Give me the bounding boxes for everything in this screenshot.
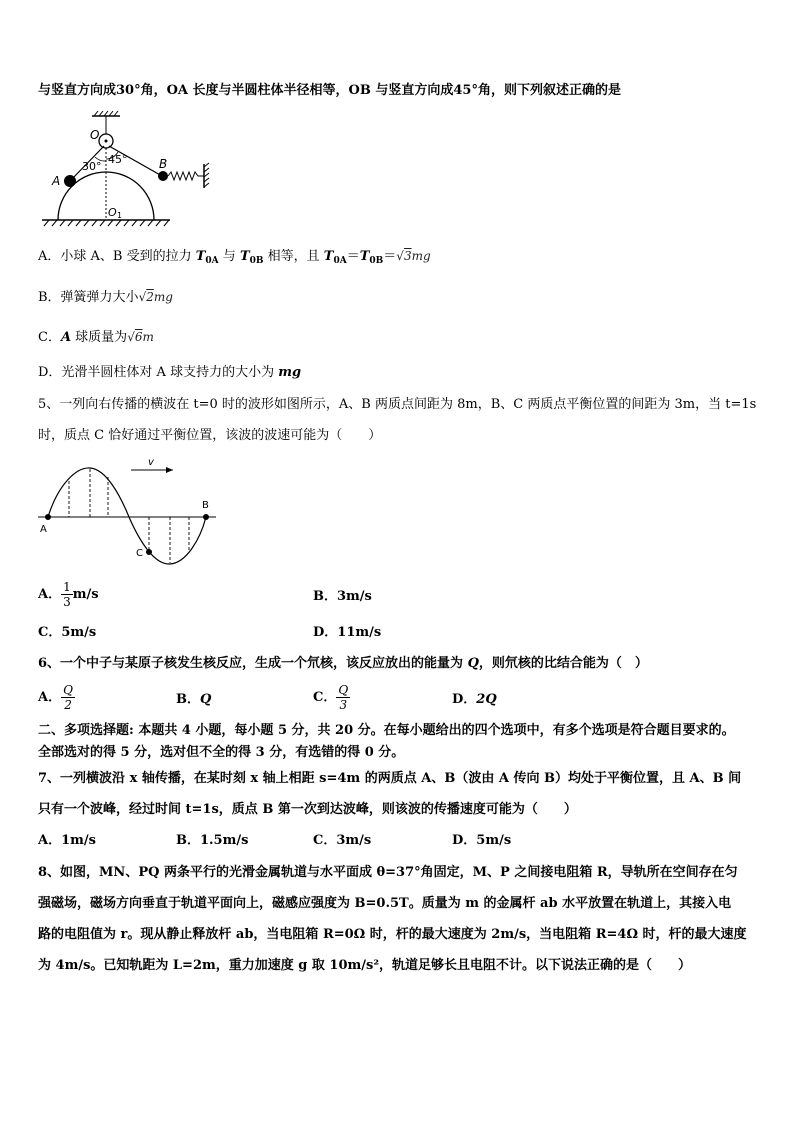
q7-option-c[interactable]: C．3m/s xyxy=(313,833,372,848)
q8-stem-line2: 强磁场，磁场方向垂直于轨道平面向上，磁感应强度为 B=0.5T。质量为 m 的金属杆 ab 水平放置在轨道上，其接入电 xyxy=(38,896,732,911)
label-angle-30: 30° xyxy=(82,160,102,173)
q8-stem-line1: 8、如图，MN、PQ 两条平行的光滑金属轨道与水平面成 θ=37°角固定，M、P 之间接电阻箱 R，导轨所在空间存在匀 xyxy=(38,865,738,880)
q6-option-d[interactable]: D．2Q xyxy=(452,692,497,707)
q7-stem-line2: 只有一个波峰，经过时间 t=1s，质点 B 第一次到达波峰，则该波的传播速度可能为（ ） xyxy=(38,802,577,817)
q5-wave-figure xyxy=(36,455,221,570)
label-O1-sub: 1 xyxy=(117,211,123,220)
label-A: A xyxy=(52,174,61,188)
label-wave-C: C xyxy=(136,548,143,559)
sqrt-icon: √ xyxy=(138,290,147,304)
q4-stem: 与竖直方向成30°角，OA 长度与半圆柱体半径相等，OB 与竖直方向成45°角，则下列叙述正确的是 xyxy=(38,83,621,98)
q7-option-b[interactable]: B．1.5m/s xyxy=(176,833,249,848)
section2-heading: 二、多项选择题: 本题共 4 小题，每小题 5 分，共 20 分。在每小题给出的四个选项中，有多个选项是符合题目要求的。 xyxy=(38,723,735,738)
q4-option-b[interactable]: B．弹簧弹力大小√2mg xyxy=(38,290,173,305)
q7-option-a[interactable]: A．1m/s xyxy=(38,833,96,848)
label-O: O xyxy=(90,128,100,142)
q7-option-d[interactable]: D．5m/s xyxy=(452,833,512,848)
label-v: v xyxy=(148,457,154,468)
q5-stem-line1: 5、一列向右传播的横波在 t=0 时的波形如图所示，A、B 两质点间距为 8m，B、C 两质点平衡位置的间距为 3m，当 t=1s xyxy=(38,397,757,412)
q6-option-b[interactable]: B．Q xyxy=(176,692,212,707)
q5-option-c[interactable]: C．5m/s xyxy=(38,625,97,640)
q8-stem-line4: 为 4m/s。已知轨距为 L=2m，重力加速度 g 取 10m/s²，轨道足够长且电阻不计。以下说法正确的是（ ） xyxy=(38,958,692,973)
q6-option-a[interactable]: A． $\frac{Q}{2}$ xyxy=(38,683,73,712)
label-O1: O xyxy=(108,206,117,219)
q4-option-a[interactable]: A．小球 A、B 受到的拉力 $T_{0A}$ 与 $T_{0B}$ 相等，且 $T_{0A}=T_{0B}=√3mg$ xyxy=(38,249,431,266)
sqrt-icon: √ xyxy=(396,249,404,263)
q8-stem-line3: 路的电阻值为 r。现从静止释放杆 ab，当电阻箱 R=0Ω 时，杆的最大速度为 2m/s，当电阻箱 R=4Ω 时，杆的最大速度 xyxy=(38,927,747,942)
label-wave-A: A xyxy=(40,524,47,535)
q5-option-b[interactable]: B．3m/s xyxy=(313,589,372,604)
q6-option-c[interactable]: C． $\frac{Q}{3}$ xyxy=(313,683,349,712)
q4-option-c[interactable]: C．A 球质量为√6m xyxy=(38,330,154,345)
q5-stem-line2: 时，质点 C 恰好通过平衡位置，该波的波速可能为（ ） xyxy=(38,428,382,443)
q5-option-d[interactable]: D．11m/s xyxy=(313,625,382,640)
q6-stem: 6、一个中子与某原子核发生核反应，生成一个氘核，该反应放出的能量为 Q，则氘核的比结合能为（ ） xyxy=(38,656,648,671)
section2-instructions: 全部选对的得 5 分，选对但不全的得 3 分，有选错的得 0 分。 xyxy=(38,745,405,760)
q4-figure xyxy=(38,108,228,230)
label-angle-45: 45° xyxy=(108,153,128,166)
q5-option-a[interactable]: A． $\frac{1}{3}$ m/s xyxy=(38,580,99,609)
label-B: B xyxy=(159,157,168,171)
q4-option-d[interactable]: D．光滑半圆柱体对 A 球支持力的大小为 mg xyxy=(38,365,302,380)
label-wave-B: B xyxy=(202,500,209,511)
sqrt-icon: √ xyxy=(127,330,135,344)
q7-stem-line1: 7、一列横波沿 x 轴传播，在某时刻 x 轴上相距 s=4m 的两质点 A、B（波由 A 传向 B）均处于平衡位置，且 A、B 间 xyxy=(38,771,742,786)
